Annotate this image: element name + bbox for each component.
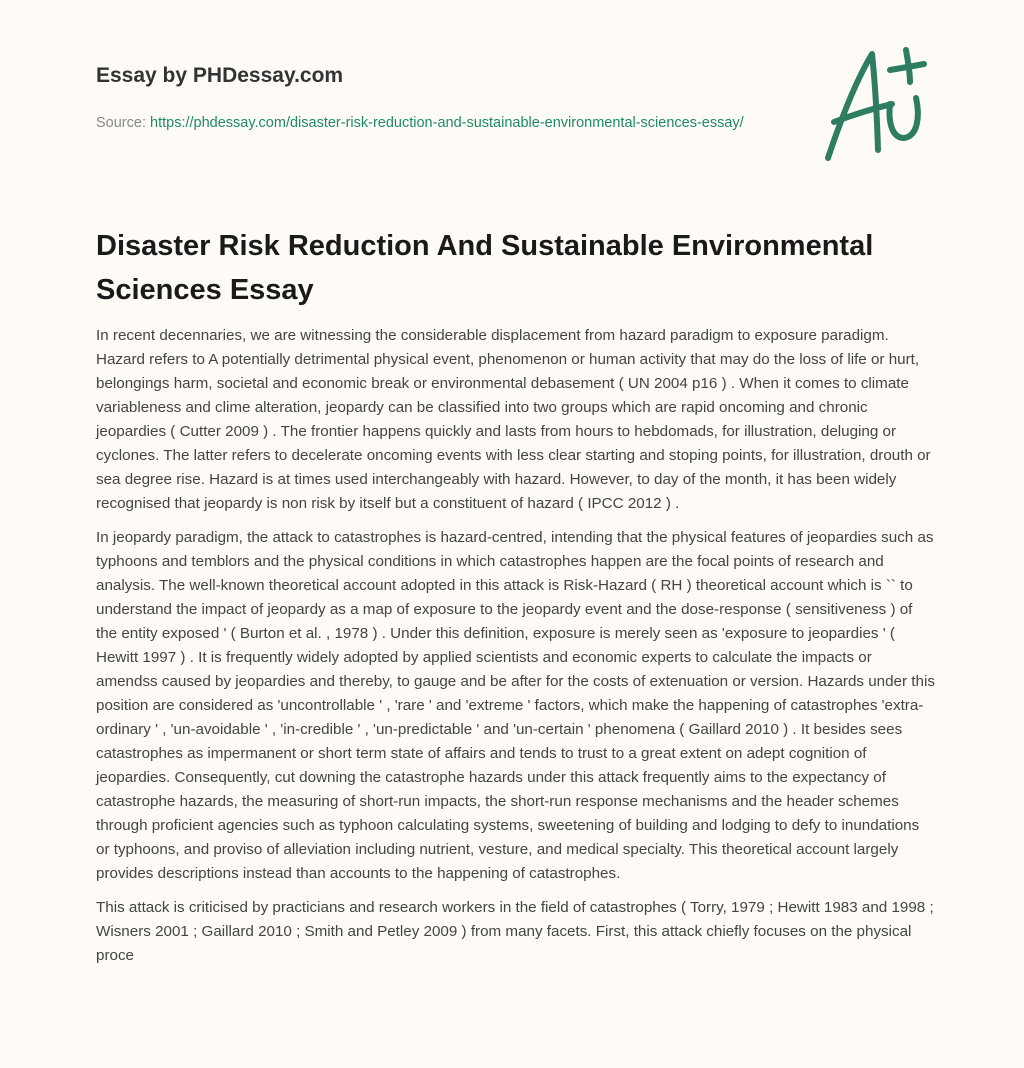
- a-plus-logo-icon: [820, 42, 930, 164]
- source-line: [96, 111, 746, 135]
- article-body: [96, 324, 936, 978]
- paragraph: This attack is criticised by practicians and research workers in the field of catastrophes ( Torry, 1979 ; Hewitt 1983 and 1998 ; Wisners 2001 ; Gaillard 2010 ; Smith and Petley 2009 ) from many facets. First, this attack chiefly focuses on the physical proce: [96, 899, 934, 964]
- site-title: Essay by PHDessay.com: [96, 64, 344, 87]
- article-title: Disaster Risk Reduction And Sustainable Environmental Sciences Essay: [96, 230, 874, 306]
- paragraph: In recent decennaries, we are witnessing the considerable displacement from hazard paradigm to exposure paradigm. Hazard refers to A potentially detrimental physical event, phenomenon or human activity that may do the loss of life or hurt, belongings harm, societal and economic break or environmental debasement ( UN 2004 p16 ) . When it comes to climate variableness and clime alteration, jeopardy can be classified into two groups which are rapid oncoming and chronic jeopardies ( Cutter 2009 ) . The frontier happens quickly and lasts from hours to hebdomads, for illustration, deluging or cyclones. The latter refers to decelerate oncoming events with less clear starting and stoping points, for illustration, drouth or sea degree rise. Hazard is at times used interchangeably with hazard. However, to day of the month, it has been widely recognised that jeopardy is non risk by itself but a constituent of hazard ( IPCC 2012 ) .: [96, 327, 931, 512]
- source-link[interactable]: https://phdessay.com/disaster-risk-reduction-and-sustainable-environmental-sciences-essay/: [150, 115, 744, 131]
- paragraph: In jeopardy paradigm, the attack to catastrophes is hazard-centred, intending that the physical features of jeopardies such as typhoons and temblors and the physical conditions in which catastrophes happen are the focal points of research and analysis. The well-known theoretical account adopted in this attack is Risk-Hazard ( RH ) theoretical account which is `` to understand the impact of jeopardy as a map of exposure to the jeopardy event and the dose-response ( sensitiveness ) of the entity exposed ' ( Burton et al. , 1978 ) . Under this definition, exposure is merely seen as 'exposure to jeopardies ' ( Hewitt 1997 ) . It is frequently widely adopted by applied scientists and economic experts to calculate the impacts or amendss caused by jeopardies and thereby, to gauge and be after for the costs of extenuation or version. Hazards under this position are considered as 'uncontrollable ' , 'rare ' and 'extreme ' factors, which make the happening of catastrophes 'extra-ordinary ' , 'un-avoidable ' , 'in-credible ' , 'un-predictable ' and 'un-certain ' phenomena ( Gaillard 2010 ) . It besides sees catastrophes as impermanent or short term state of affairs and tends to trust to a great extent on adept cognition of jeopardies. Consequently, cut downing the catastrophe hazards under this attack frequently aims to the expectancy of catastrophe hazards, the measuring of short-run impacts, the short-run response mechanisms and the header schemes through proficient agencies such as typhoon calculating systems, sweetening of building and lodging to defy to inundations or typhoons, and proviso of alleviation including nutrient, vesture, and medical specialty. This theoretical account largely provides descriptions instead than accounts to the happening of catastrophes.: [96, 529, 935, 882]
- source-label: Source:: [96, 115, 146, 131]
